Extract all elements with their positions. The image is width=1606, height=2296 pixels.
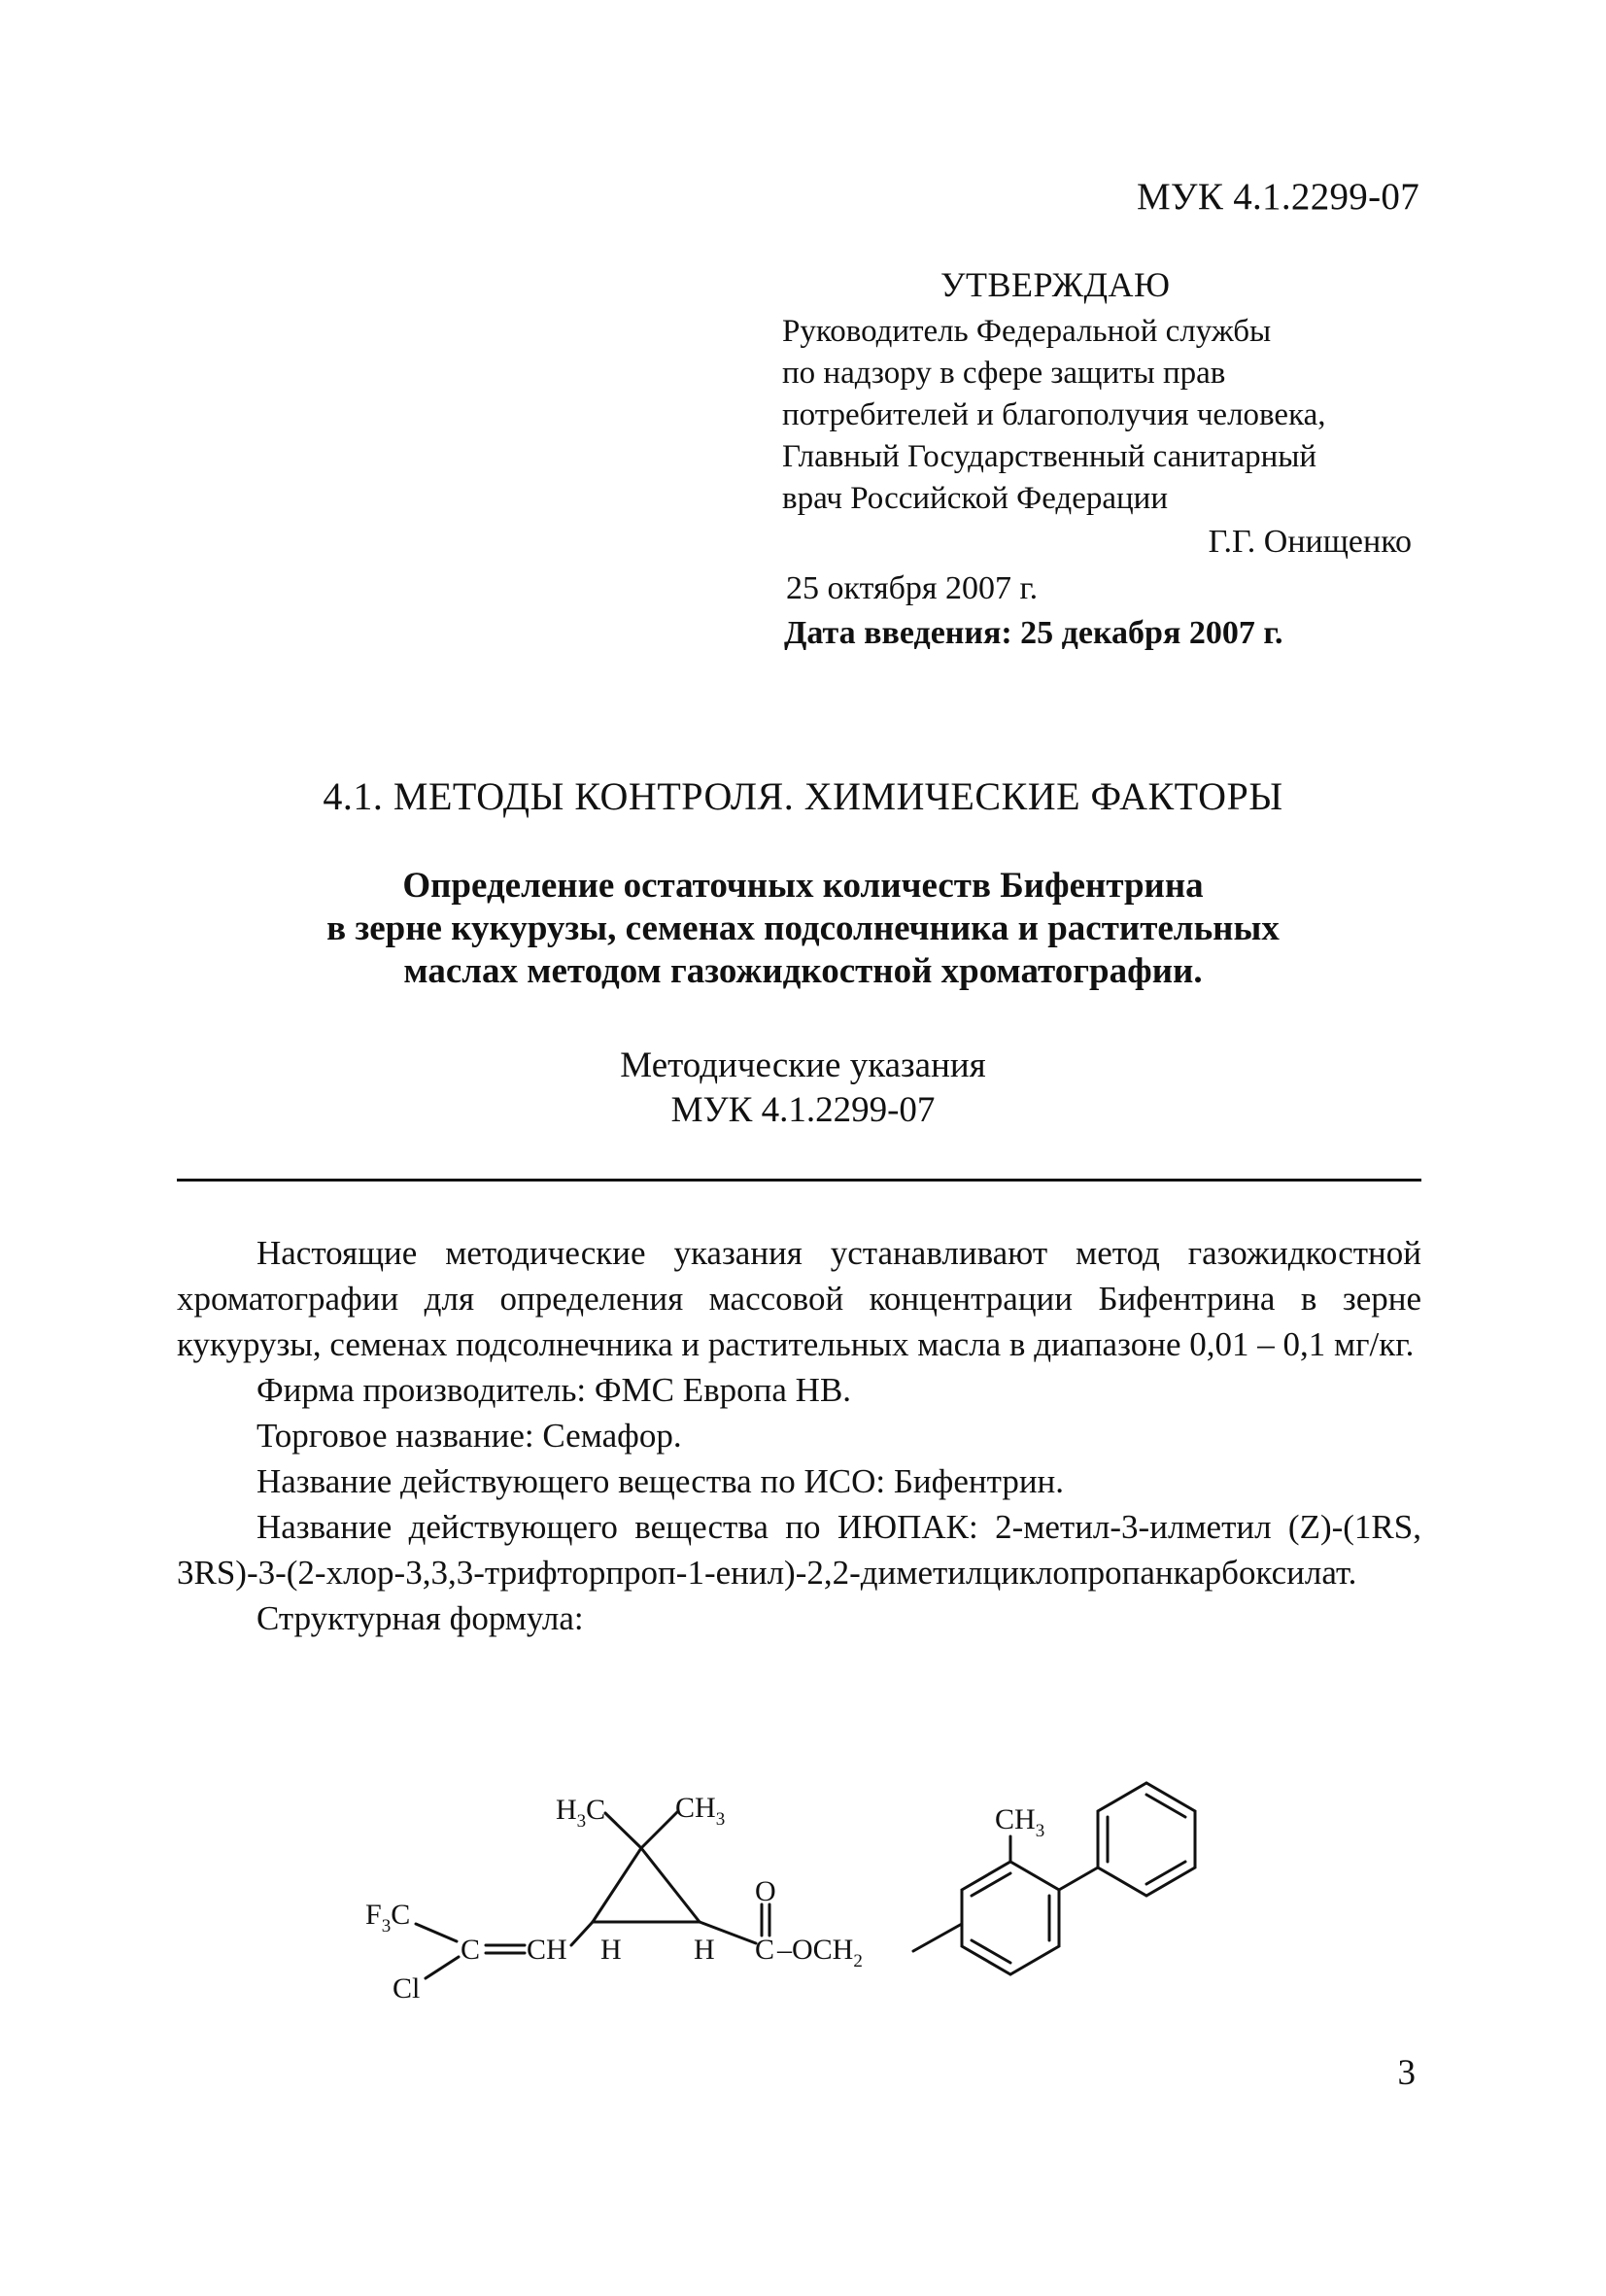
label-c-carbonyl: C (755, 1934, 775, 1966)
introduction-date: Дата введения: 25 декабря 2007 г. (784, 615, 1283, 651)
document-title (0, 865, 1606, 993)
body-text (177, 1230, 1421, 1641)
label-h-2: H (694, 1934, 715, 1966)
label-cl: Cl (393, 1972, 421, 2005)
approval-line: Руководитель Федеральной службы (782, 314, 1272, 349)
signatory-name: Г.Г. Онищенко (1208, 524, 1412, 560)
title-line: Определение остаточных количеств Бифентрина (402, 866, 1204, 906)
manufacturer-line: Фирма производитель: ФМС Европа НВ. (256, 1371, 852, 1409)
label-o-carbonyl: O (755, 1875, 776, 1907)
approval-block (782, 264, 1423, 656)
subtitle-code: МУК 4.1.2299-07 (670, 1090, 936, 1130)
label-ch3-aryl: $CH_3$ (995, 1803, 1045, 1841)
approval-heading: УТВЕРЖДАЮ (940, 265, 1171, 304)
structural-formula (350, 1768, 1263, 2050)
iso-name-line: Название действующего вещества по ИСО: Бифентрин. (256, 1462, 1065, 1500)
title-line: в зерне кукурузы, семенах подсолнечника и растительных (326, 908, 1280, 948)
label-h3c: $H_3C$ (556, 1794, 606, 1832)
label-f3c: $F_3C$ (365, 1899, 411, 1936)
approval-line: врач Российской Федерации (782, 481, 1168, 516)
section-title: 4.1. МЕТОДЫ КОНТРОЛЯ. ХИМИЧЕСКИЕ ФАКТОРЫ (323, 774, 1283, 818)
intro-paragraph: Настоящие методические указания устанавливают метод газожидкостной хроматографии для определения массовой концентрации Бифентрина в зерне кукурузы, семенах подсолнечника и растительных масла в диапазоне 0,01 – 0,1 мг/кг. (177, 1234, 1421, 1363)
approval-line: Главный Государственный санитарный (782, 439, 1317, 474)
trade-name-line: Торговое название: Семафор. (256, 1417, 682, 1455)
iupac-name-paragraph: Название действующего вещества по ИЮПАК: 2-метил-3-илметил (Z)-(1RS, 3RS)-3-(2-хлор-3,3,3-трифторпроп-1-енил)-2,2-диметилциклопропанкарбоксилат. (177, 1508, 1421, 1592)
formula-label: Структурная формула: (256, 1599, 584, 1637)
label-ch-vinyl: CH (527, 1934, 567, 1966)
label-c-vinyl: C (461, 1934, 481, 1966)
label-ch3-apex: $CH_3$ (675, 1792, 726, 1830)
approval-date: 25 октября 2007 г. (786, 570, 1039, 606)
divider (177, 1179, 1421, 1182)
title-line: маслах методом газожидкостной хроматографии. (403, 951, 1203, 991)
label-h-1: H (600, 1934, 622, 1966)
label-och2: $-OCH_2$ (777, 1934, 863, 1971)
document-code: МУК 4.1.2299-07 (1136, 176, 1419, 218)
document-type: Методические указания (620, 1045, 986, 1085)
page-number: 3 (1397, 2053, 1416, 2093)
document-subtitle (0, 1044, 1606, 1133)
approval-line: потребителей и благополучия человека, (782, 397, 1326, 432)
approval-line: по надзору в сфере защиты прав (782, 356, 1226, 391)
